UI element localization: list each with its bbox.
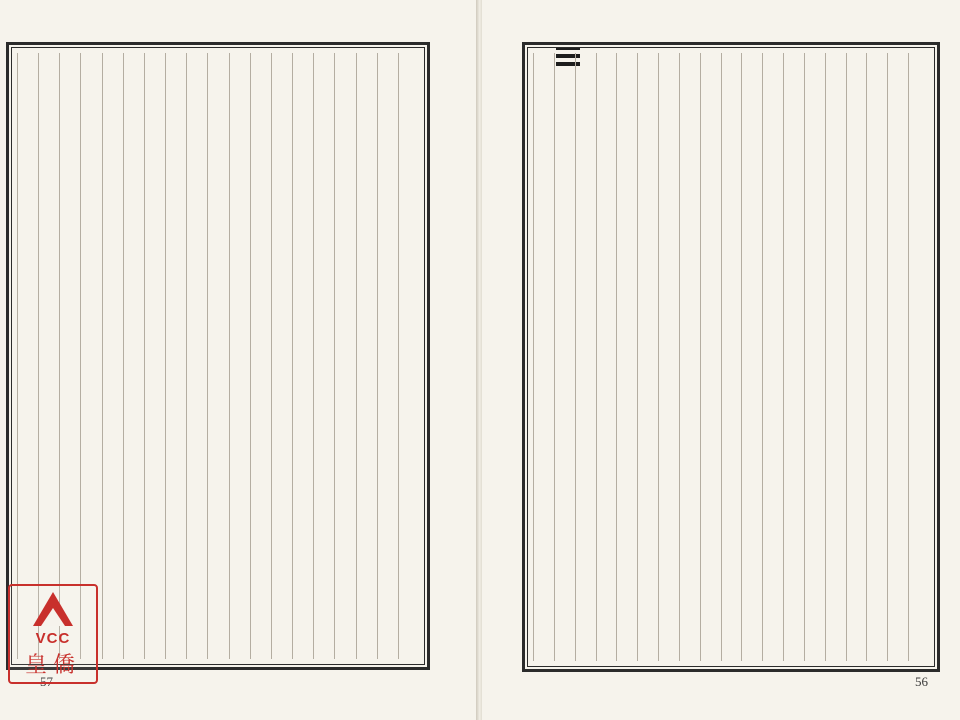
left-page <box>0 0 478 720</box>
text-column <box>146 53 163 659</box>
column-rule <box>271 53 272 659</box>
text-column <box>252 53 269 659</box>
text-column <box>764 53 781 661</box>
column-rule <box>165 53 166 659</box>
text-column <box>273 53 290 659</box>
column-rule <box>783 53 784 661</box>
column-rule <box>762 53 763 661</box>
text-column <box>702 53 719 661</box>
column-rule <box>700 53 701 661</box>
column-rule <box>59 53 60 659</box>
column-rule <box>292 53 293 659</box>
text-column <box>40 53 57 659</box>
text-column <box>61 53 78 659</box>
column-rule <box>616 53 617 661</box>
text-column <box>806 53 823 661</box>
right-column-area <box>533 53 929 661</box>
text-column <box>660 53 677 661</box>
text-column <box>167 53 184 659</box>
text-column <box>577 53 594 661</box>
right-text-frame <box>522 42 940 672</box>
column-rule <box>575 53 576 661</box>
column-rule <box>313 53 314 659</box>
right-page <box>482 0 960 720</box>
column-rule <box>887 53 888 661</box>
column-rule <box>554 53 555 661</box>
column-rule <box>207 53 208 659</box>
text-column <box>82 53 99 659</box>
left-column-area <box>17 53 419 659</box>
column-rule <box>825 53 826 661</box>
column-rule <box>356 53 357 659</box>
vcc-seal <box>8 584 98 684</box>
text-column <box>723 53 740 661</box>
column-rule <box>596 53 597 661</box>
column-rule <box>229 53 230 659</box>
text-column <box>188 53 205 659</box>
text-column <box>209 53 226 659</box>
text-column <box>294 53 311 659</box>
column-rule <box>533 53 534 661</box>
right-margin-strip <box>496 58 518 618</box>
text-column <box>231 53 248 659</box>
column-rule <box>186 53 187 659</box>
column-rule <box>846 53 847 661</box>
text-column <box>535 53 552 661</box>
text-column <box>336 53 353 659</box>
column-rule <box>334 53 335 659</box>
column-rule <box>679 53 680 661</box>
text-column <box>868 53 885 661</box>
seal-characters: 皇僑 <box>24 653 81 678</box>
column-rule <box>377 53 378 659</box>
text-column <box>19 53 36 659</box>
column-rule <box>741 53 742 661</box>
text-column <box>681 53 698 661</box>
text-column <box>125 53 142 659</box>
left-page-number: 57 <box>40 674 53 689</box>
column-rule <box>38 53 39 659</box>
text-column <box>104 53 121 659</box>
column-rule <box>398 53 399 659</box>
column-rule <box>658 53 659 661</box>
text-column <box>785 53 802 661</box>
column-rule <box>123 53 124 659</box>
column-rule <box>17 53 18 659</box>
text-column <box>639 53 656 661</box>
text-column <box>379 53 396 659</box>
column-rule <box>866 53 867 661</box>
column-rule <box>721 53 722 661</box>
seal-label: VCC <box>35 630 71 647</box>
text-column <box>848 53 865 661</box>
text-column <box>910 53 927 661</box>
text-column <box>743 53 760 661</box>
text-column <box>556 53 573 661</box>
column-rule <box>80 53 81 659</box>
column-rule <box>144 53 145 659</box>
column-rule <box>637 53 638 661</box>
text-column <box>598 53 615 661</box>
text-column <box>827 53 844 661</box>
right-page-number: 56 <box>915 674 928 689</box>
column-rule <box>102 53 103 659</box>
text-column <box>358 53 375 659</box>
column-rule <box>250 53 251 659</box>
column-rule <box>908 53 909 661</box>
column-rule <box>804 53 805 661</box>
left-margin-strip <box>412 58 434 618</box>
text-column <box>889 53 906 661</box>
text-column <box>315 53 332 659</box>
left-text-frame <box>6 42 430 670</box>
text-column <box>618 53 635 661</box>
